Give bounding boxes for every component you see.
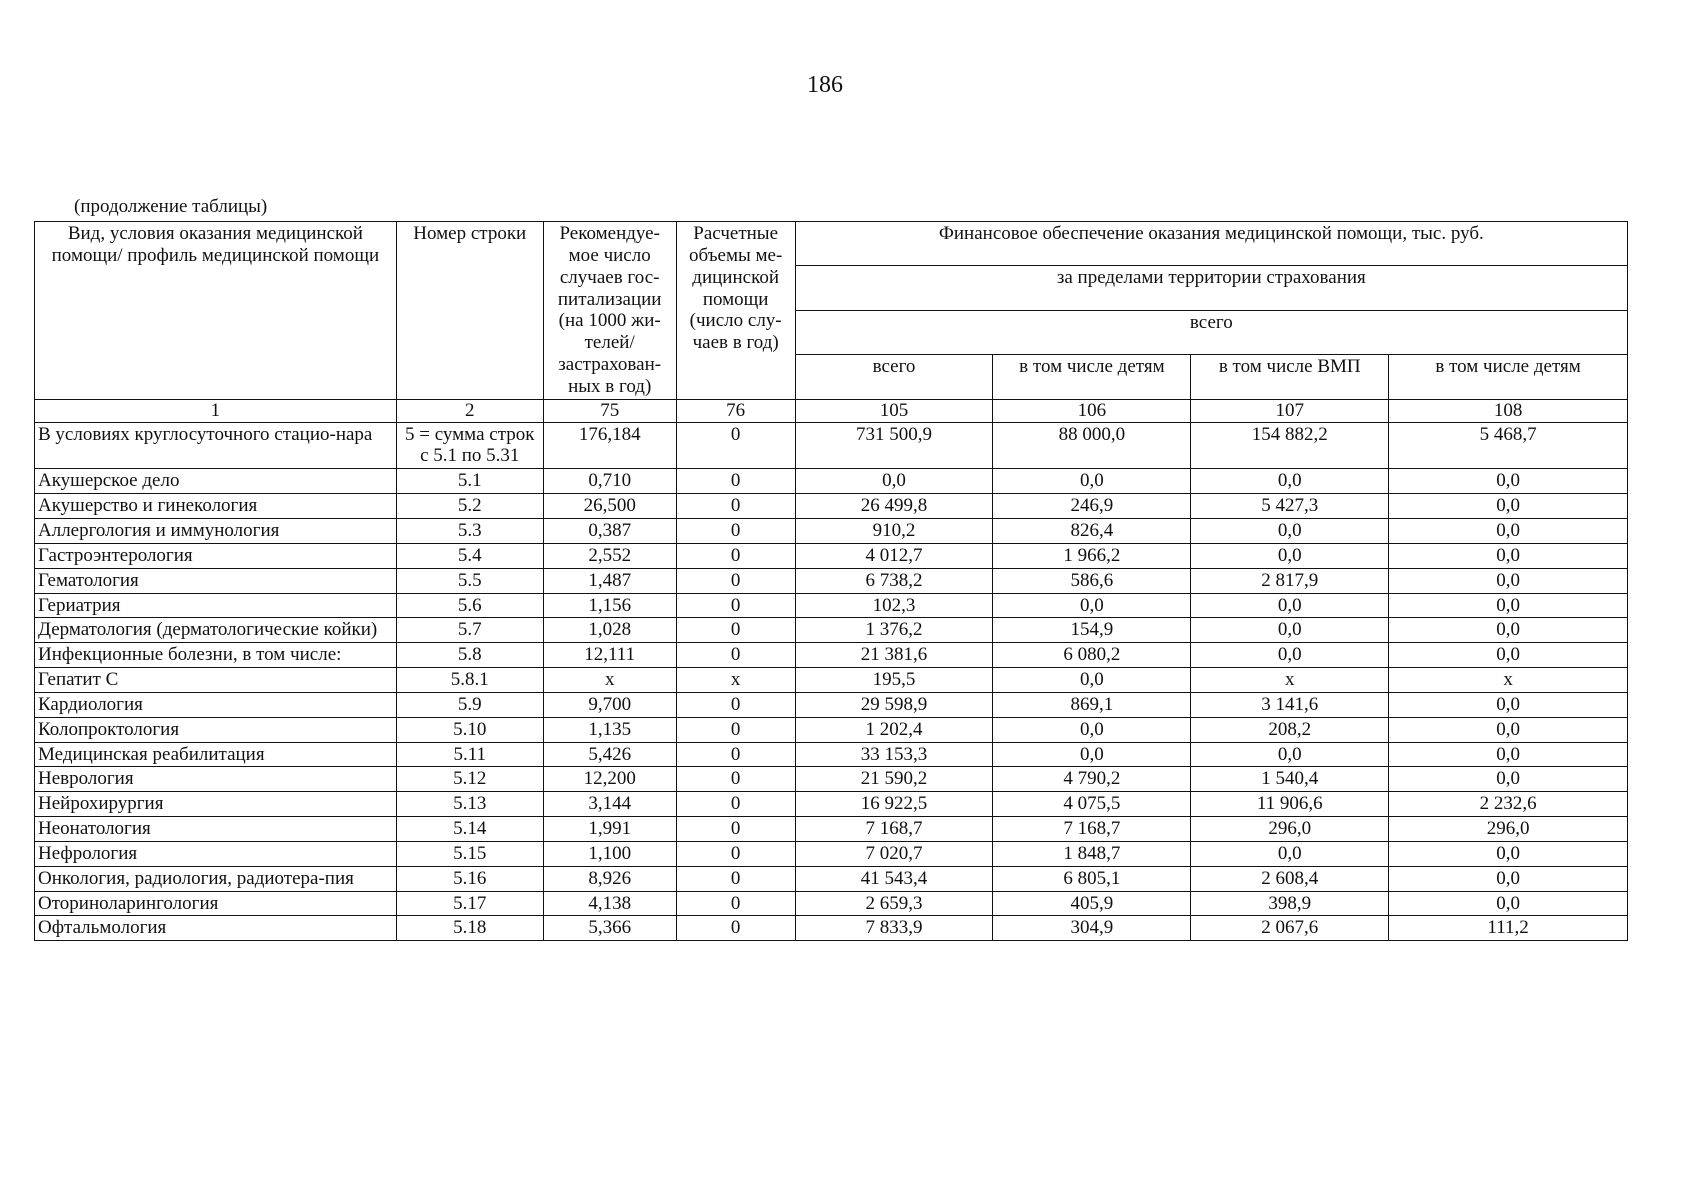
row-total: 21 590,2 xyxy=(795,767,993,792)
header-children: в том числе детям xyxy=(993,355,1191,399)
row-vmp-children: 0,0 xyxy=(1389,469,1628,494)
row-vmp-children: 5 468,7 xyxy=(1389,422,1628,469)
row-number: 5.12 xyxy=(396,767,543,792)
row-rate: 9,700 xyxy=(543,692,676,717)
row-name: Офтальмология xyxy=(35,916,397,941)
header-total: всего xyxy=(795,355,993,399)
table-row xyxy=(35,891,1628,916)
row-total: 7 168,7 xyxy=(795,817,993,842)
table-row xyxy=(35,494,1628,519)
row-total: 195,5 xyxy=(795,668,993,693)
row-children: 869,1 xyxy=(993,692,1191,717)
row-vmp-children: 0,0 xyxy=(1389,618,1628,643)
row-rate: 12,200 xyxy=(543,767,676,792)
row-vmp: 11 906,6 xyxy=(1191,792,1389,817)
row-name: Гастроэнтерология xyxy=(35,543,397,568)
row-vmp: 2 608,4 xyxy=(1191,866,1389,891)
row-volume: 0 xyxy=(676,568,795,593)
header-estimated-volume: Расчетные объемы ме-дицинской помощи (число слу-чаев в год) xyxy=(676,222,795,400)
row-name: Нейрохирургия xyxy=(35,792,397,817)
row-vmp: 1 540,4 xyxy=(1191,767,1389,792)
row-volume: 0 xyxy=(676,543,795,568)
row-vmp-children: 0,0 xyxy=(1389,891,1628,916)
column-numbers-row xyxy=(35,399,1628,422)
table-row xyxy=(35,422,1628,469)
column-number: 75 xyxy=(543,399,676,422)
row-vmp-children: 0,0 xyxy=(1389,692,1628,717)
column-number: 76 xyxy=(676,399,795,422)
column-number: 2 xyxy=(396,399,543,422)
row-total: 4 012,7 xyxy=(795,543,993,568)
row-total: 16 922,5 xyxy=(795,792,993,817)
row-vmp: 0,0 xyxy=(1191,742,1389,767)
row-vmp: 296,0 xyxy=(1191,817,1389,842)
row-number: 5.16 xyxy=(396,866,543,891)
row-vmp-children: 0,0 xyxy=(1389,518,1628,543)
row-number: 5.8.1 xyxy=(396,668,543,693)
row-volume: 0 xyxy=(676,841,795,866)
row-volume: 0 xyxy=(676,866,795,891)
row-name: Гепатит С xyxy=(35,668,397,693)
row-number: 5.11 xyxy=(396,742,543,767)
row-total: 2 659,3 xyxy=(795,891,993,916)
row-vmp: 0,0 xyxy=(1191,643,1389,668)
table-row xyxy=(35,817,1628,842)
row-vmp: 0,0 xyxy=(1191,469,1389,494)
table-row xyxy=(35,668,1628,693)
row-total: 26 499,8 xyxy=(795,494,993,519)
table-row xyxy=(35,767,1628,792)
row-number: 5.10 xyxy=(396,717,543,742)
table-row xyxy=(35,568,1628,593)
row-volume: 0 xyxy=(676,618,795,643)
row-number: 5.4 xyxy=(396,543,543,568)
row-rate: 0,710 xyxy=(543,469,676,494)
row-volume: 0 xyxy=(676,792,795,817)
row-name: Онкология, радиология, радиотера-пия xyxy=(35,866,397,891)
header-recommended-rate: Рекомендуе-мое число случаев гос-питализации (на 1000 жи-телей/ застрахован-ных в год) xyxy=(543,222,676,400)
column-number: 107 xyxy=(1191,399,1389,422)
row-vmp: 0,0 xyxy=(1191,618,1389,643)
row-vmp-children: 111,2 xyxy=(1389,916,1628,941)
table-row xyxy=(35,916,1628,941)
row-children: 154,9 xyxy=(993,618,1191,643)
continuation-note: (продолжение таблицы) xyxy=(74,196,268,217)
row-volume: 0 xyxy=(676,916,795,941)
row-total: 731 500,9 xyxy=(795,422,993,469)
row-volume: 0 xyxy=(676,593,795,618)
table-row xyxy=(35,792,1628,817)
table-body xyxy=(35,422,1628,941)
row-total: 41 543,4 xyxy=(795,866,993,891)
financing-table xyxy=(34,221,1628,941)
row-vmp: 0,0 xyxy=(1191,518,1389,543)
row-vmp: 0,0 xyxy=(1191,841,1389,866)
row-vmp-children: 296,0 xyxy=(1389,817,1628,842)
row-vmp-children: 0,0 xyxy=(1389,742,1628,767)
row-rate: 176,184 xyxy=(543,422,676,469)
row-vmp: х xyxy=(1191,668,1389,693)
row-rate: 3,144 xyxy=(543,792,676,817)
row-name: Дерматология (дерматологические койки) xyxy=(35,618,397,643)
row-name: Неврология xyxy=(35,767,397,792)
row-vmp-children: 0,0 xyxy=(1389,717,1628,742)
row-rate: 26,500 xyxy=(543,494,676,519)
row-volume: 0 xyxy=(676,767,795,792)
header-financing: Финансовое обеспечение оказания медицинской помощи, тыс. руб. xyxy=(795,222,1627,266)
row-rate: 12,111 xyxy=(543,643,676,668)
row-name: Аллергология и иммунология xyxy=(35,518,397,543)
row-name: В условиях круглосуточного стацио-нара xyxy=(35,422,397,469)
row-name: Колопроктология xyxy=(35,717,397,742)
row-name: Нефрология xyxy=(35,841,397,866)
row-children: 304,9 xyxy=(993,916,1191,941)
row-vmp: 2 067,6 xyxy=(1191,916,1389,941)
row-children: 4 075,5 xyxy=(993,792,1191,817)
header-type: Вид, условия оказания медицинской помощи/ профиль медицинской помощи xyxy=(35,222,397,400)
row-rate: 1,135 xyxy=(543,717,676,742)
row-total: 33 153,3 xyxy=(795,742,993,767)
header-vmp: в том числе ВМП xyxy=(1191,355,1389,399)
row-volume: 0 xyxy=(676,518,795,543)
row-children: 0,0 xyxy=(993,717,1191,742)
header-outside-territory: за пределами территории страхования xyxy=(795,266,1627,310)
row-number: 5.8 xyxy=(396,643,543,668)
table-row xyxy=(35,543,1628,568)
row-total: 1 202,4 xyxy=(795,717,993,742)
header-row-number: Номер строки xyxy=(396,222,543,400)
row-number: 5.14 xyxy=(396,817,543,842)
row-children: 0,0 xyxy=(993,668,1191,693)
row-total: 21 381,6 xyxy=(795,643,993,668)
row-total: 102,3 xyxy=(795,593,993,618)
row-total: 0,0 xyxy=(795,469,993,494)
row-rate: 8,926 xyxy=(543,866,676,891)
row-vmp-children: 0,0 xyxy=(1389,568,1628,593)
row-total: 7 833,9 xyxy=(795,916,993,941)
row-vmp: 5 427,3 xyxy=(1191,494,1389,519)
row-vmp-children: 0,0 xyxy=(1389,494,1628,519)
row-children: 0,0 xyxy=(993,593,1191,618)
row-children: 1 848,7 xyxy=(993,841,1191,866)
row-volume: 0 xyxy=(676,817,795,842)
row-children: 246,9 xyxy=(993,494,1191,519)
row-number: 5.17 xyxy=(396,891,543,916)
row-name: Акушерское дело xyxy=(35,469,397,494)
row-rate: х xyxy=(543,668,676,693)
row-rate: 5,426 xyxy=(543,742,676,767)
row-vmp-children: 0,0 xyxy=(1389,866,1628,891)
row-children: 7 168,7 xyxy=(993,817,1191,842)
row-number: 5.13 xyxy=(396,792,543,817)
row-children: 0,0 xyxy=(993,742,1191,767)
row-vmp: 2 817,9 xyxy=(1191,568,1389,593)
row-number: 5.2 xyxy=(396,494,543,519)
row-name: Гематология xyxy=(35,568,397,593)
row-name: Акушерство и гинекология xyxy=(35,494,397,519)
row-vmp: 0,0 xyxy=(1191,593,1389,618)
row-vmp-children: 0,0 xyxy=(1389,767,1628,792)
row-vmp: 3 141,6 xyxy=(1191,692,1389,717)
column-number: 105 xyxy=(795,399,993,422)
row-number: 5.18 xyxy=(396,916,543,941)
row-number: 5.15 xyxy=(396,841,543,866)
header-vmp-children: в том числе детям xyxy=(1389,355,1628,399)
row-number: 5.3 xyxy=(396,518,543,543)
column-number: 106 xyxy=(993,399,1191,422)
row-vmp-children: х xyxy=(1389,668,1628,693)
row-children: 586,6 xyxy=(993,568,1191,593)
row-children: 6 080,2 xyxy=(993,643,1191,668)
row-children: 4 790,2 xyxy=(993,767,1191,792)
row-vmp-children: 0,0 xyxy=(1389,593,1628,618)
table-row xyxy=(35,841,1628,866)
row-vmp: 398,9 xyxy=(1191,891,1389,916)
row-rate: 1,487 xyxy=(543,568,676,593)
row-total: 6 738,2 xyxy=(795,568,993,593)
table-row xyxy=(35,742,1628,767)
row-vmp-children: 0,0 xyxy=(1389,841,1628,866)
table-row xyxy=(35,518,1628,543)
row-volume: 0 xyxy=(676,494,795,519)
row-rate: 2,552 xyxy=(543,543,676,568)
row-volume: 0 xyxy=(676,692,795,717)
row-total: 910,2 xyxy=(795,518,993,543)
row-volume: 0 xyxy=(676,422,795,469)
row-name: Медицинская реабилитация xyxy=(35,742,397,767)
row-children: 405,9 xyxy=(993,891,1191,916)
row-children: 6 805,1 xyxy=(993,866,1191,891)
row-number: 5.6 xyxy=(396,593,543,618)
row-number: 5.5 xyxy=(396,568,543,593)
row-children: 88 000,0 xyxy=(993,422,1191,469)
row-vmp: 154 882,2 xyxy=(1191,422,1389,469)
row-name: Кардиология xyxy=(35,692,397,717)
row-number: 5.9 xyxy=(396,692,543,717)
row-total: 1 376,2 xyxy=(795,618,993,643)
page-number: 186 xyxy=(807,72,843,98)
row-name: Инфекционные болезни, в том числе: xyxy=(35,643,397,668)
row-vmp: 0,0 xyxy=(1191,543,1389,568)
table-row xyxy=(35,643,1628,668)
row-volume: х xyxy=(676,668,795,693)
row-volume: 0 xyxy=(676,469,795,494)
table-row xyxy=(35,618,1628,643)
row-name: Неонатология xyxy=(35,817,397,842)
row-vmp-children: 0,0 xyxy=(1389,643,1628,668)
row-rate: 1,028 xyxy=(543,618,676,643)
row-vmp: 208,2 xyxy=(1191,717,1389,742)
row-children: 826,4 xyxy=(993,518,1191,543)
row-rate: 0,387 xyxy=(543,518,676,543)
column-number: 108 xyxy=(1389,399,1628,422)
row-name: Гериатрия xyxy=(35,593,397,618)
table-row xyxy=(35,717,1628,742)
row-number: 5.1 xyxy=(396,469,543,494)
table-row xyxy=(35,866,1628,891)
column-number: 1 xyxy=(35,399,397,422)
row-rate: 4,138 xyxy=(543,891,676,916)
row-rate: 5,366 xyxy=(543,916,676,941)
row-number: 5 = сумма строк с 5.1 по 5.31 xyxy=(396,422,543,469)
row-volume: 0 xyxy=(676,742,795,767)
row-vmp-children: 2 232,6 xyxy=(1389,792,1628,817)
row-rate: 1,156 xyxy=(543,593,676,618)
row-volume: 0 xyxy=(676,891,795,916)
row-total: 29 598,9 xyxy=(795,692,993,717)
row-volume: 0 xyxy=(676,643,795,668)
row-children: 0,0 xyxy=(993,469,1191,494)
row-vmp-children: 0,0 xyxy=(1389,543,1628,568)
row-number: 5.7 xyxy=(396,618,543,643)
row-total: 7 020,7 xyxy=(795,841,993,866)
table-row xyxy=(35,469,1628,494)
row-children: 1 966,2 xyxy=(993,543,1191,568)
row-name: Оториноларингология xyxy=(35,891,397,916)
row-volume: 0 xyxy=(676,717,795,742)
row-rate: 1,991 xyxy=(543,817,676,842)
row-rate: 1,100 xyxy=(543,841,676,866)
header-total-group: всего xyxy=(795,310,1627,354)
table-row xyxy=(35,593,1628,618)
table-row xyxy=(35,692,1628,717)
